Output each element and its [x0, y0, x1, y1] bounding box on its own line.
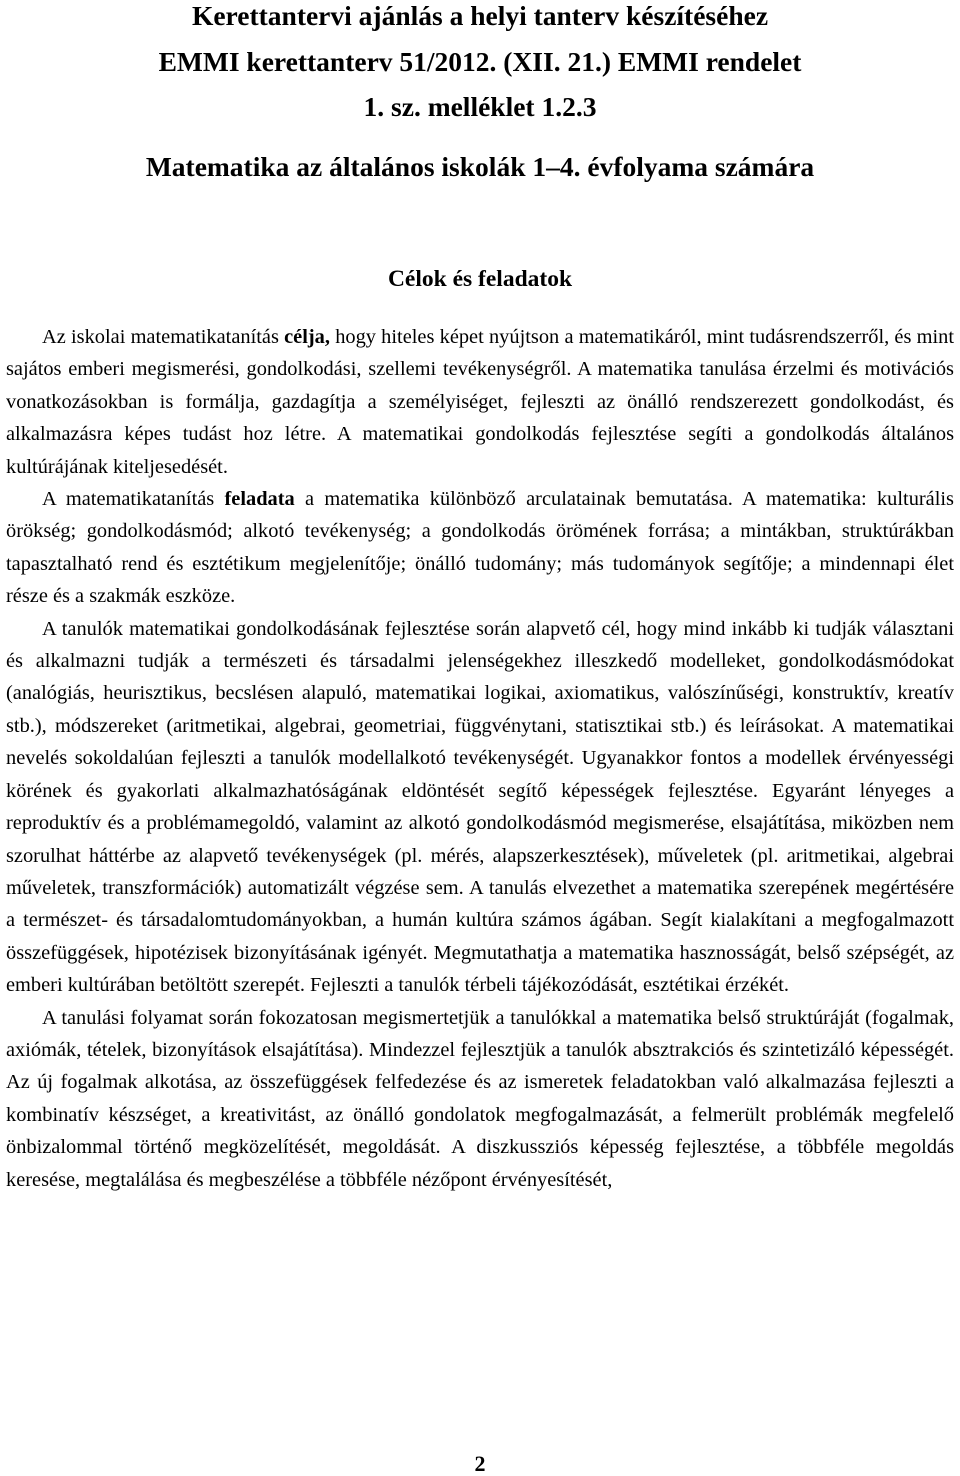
paragraph-tasks-intro: A matematikatanítás: [42, 488, 225, 511]
paragraph-goals-intro: Az iskolai matematikatanítás: [42, 326, 285, 348]
header-title-line-1: Kerettantervi ajánlás a helyi tanterv készítéséhez: [191, 0, 769, 31]
paragraph-tasks: [6, 483, 954, 613]
header-title-line-4: Matematika az általános iskolák 1–4. évfolyama számára: [145, 151, 815, 182]
paragraph-goals-keyword: célja,: [284, 326, 330, 348]
section-title: Célok és feladatok: [387, 266, 573, 292]
paragraph-tasks-text: a matematika különböző arculatainak bemutatása. A matematika: kulturális örökség; gondolkodásmód; alkotó tevékenység; a gondolkodás örömének forrása; a mintákban, struktúrákban tapasztalható rend és esztétikum megjelenítője; önálló tudomány; más tudományok segítője; a mindennapi élet része és a szakmák eszköze.: [6, 488, 954, 608]
page-number: 2: [474, 1451, 486, 1476]
body-text: [6, 321, 954, 1196]
paragraph-tasks-keyword: feladata: [224, 488, 295, 511]
header-title-line-2: EMMI kerettanterv 51/2012. (XII. 21.) EMMI rendelet: [158, 46, 802, 77]
header-title-line-3: 1. sz. melléklet 1.2.3: [363, 91, 597, 122]
paragraph-learning-process: A tanulási folyamat során fokozatosan megismertetjük a tanulókkal a matematika belső struktúráját (fogalmak, axiómák, tételek, bizonyítások elsajátítása). Mindezzel fejlesztjük a tanulók absztrakciós és szintetizáló képességét. Az új fogalmak alkotása, az összefüggések felfedezése és az ismeretek feladatokban való alkalmazása fejleszti a kombinatív készséget, a kreativitást, az önálló gondolatok megfogalmazását, a felmerült problémák megfelelő önbizalommal történő megközelítését, megoldását. A diszkussziós képesség fejlesztése, a többféle megoldás keresése, megtalálása és megbeszélése a többféle nézőpont érvényesítését,: [6, 1006, 954, 1191]
paragraph-goals-text: hogy hiteles képet nyújtson a matematikáról, mint tudásrendszerről, és mint sajátos emberi megismerési, gondolkodási, szellemi tevékenységről. A matematika tanulása érzelmi és motivációs vonatkozásokban is formálja, gazdagítja a személyiséget, fejleszti az önálló rendszerezett gondolkodást, és alkalmazásra képes tudást hoz létre. A matematikai gondolkodás fejlesztése segíti a gondolkodás általános kultúrájának kiteljesedését.: [6, 326, 955, 478]
paragraph-thinking-development: A tanulók matematikai gondolkodásának fejlesztése során alapvető cél, hogy mind inkább ki tudják választani és alkalmazni tudják a természeti és társadalmi jelenségekhez illeszkedő modelleket, gondolkodásmódokat (analógiás, heurisztikus, becslésen alapuló, matematikai logikai, axiomatikus, valószínűségi, konstruktív, kreatív stb.), módszereket (aritmetikai, algebrai, geometriai, függvénytani, statisztikai stb.) és leírásokat. A matematikai nevelés sokoldalúan fejleszti a tanulók modellalkotó tevékenységét. Ugyanakkor fontos a modellek érvényességi körének és gyakorlati alkalmazhatóságának eldöntését segítő képességek fejlesztése. Egyaránt lényeges a reproduktív és a problémamegoldó, valamint az alkotó gondolkodásmód megismerése, elsajátítása, miközben nem szorulhat háttérbe az alapvető tevékenységek (pl. mérés, alapszerkesztések), műveletek (pl. aritmetikai, algebrai műveletek, transzformációk) automatizált végzése sem. A tanulás elvezethet a matematika szerepének megértésére a természet- és társadalomtudományokban, a humán kultúra számos ágában. Segít kialakítani a megfogalmazott összefüggések, hipotézisek bizonyításának igényét. Megmutathatja a matematika hasznosságát, belső szépségét, az emberi kultúrában betöltött szerepét. Fejleszti a tanulók térbeli tájékozódását, esztétikai érzékét.: [6, 617, 954, 997]
paragraph-goals: [6, 321, 954, 483]
